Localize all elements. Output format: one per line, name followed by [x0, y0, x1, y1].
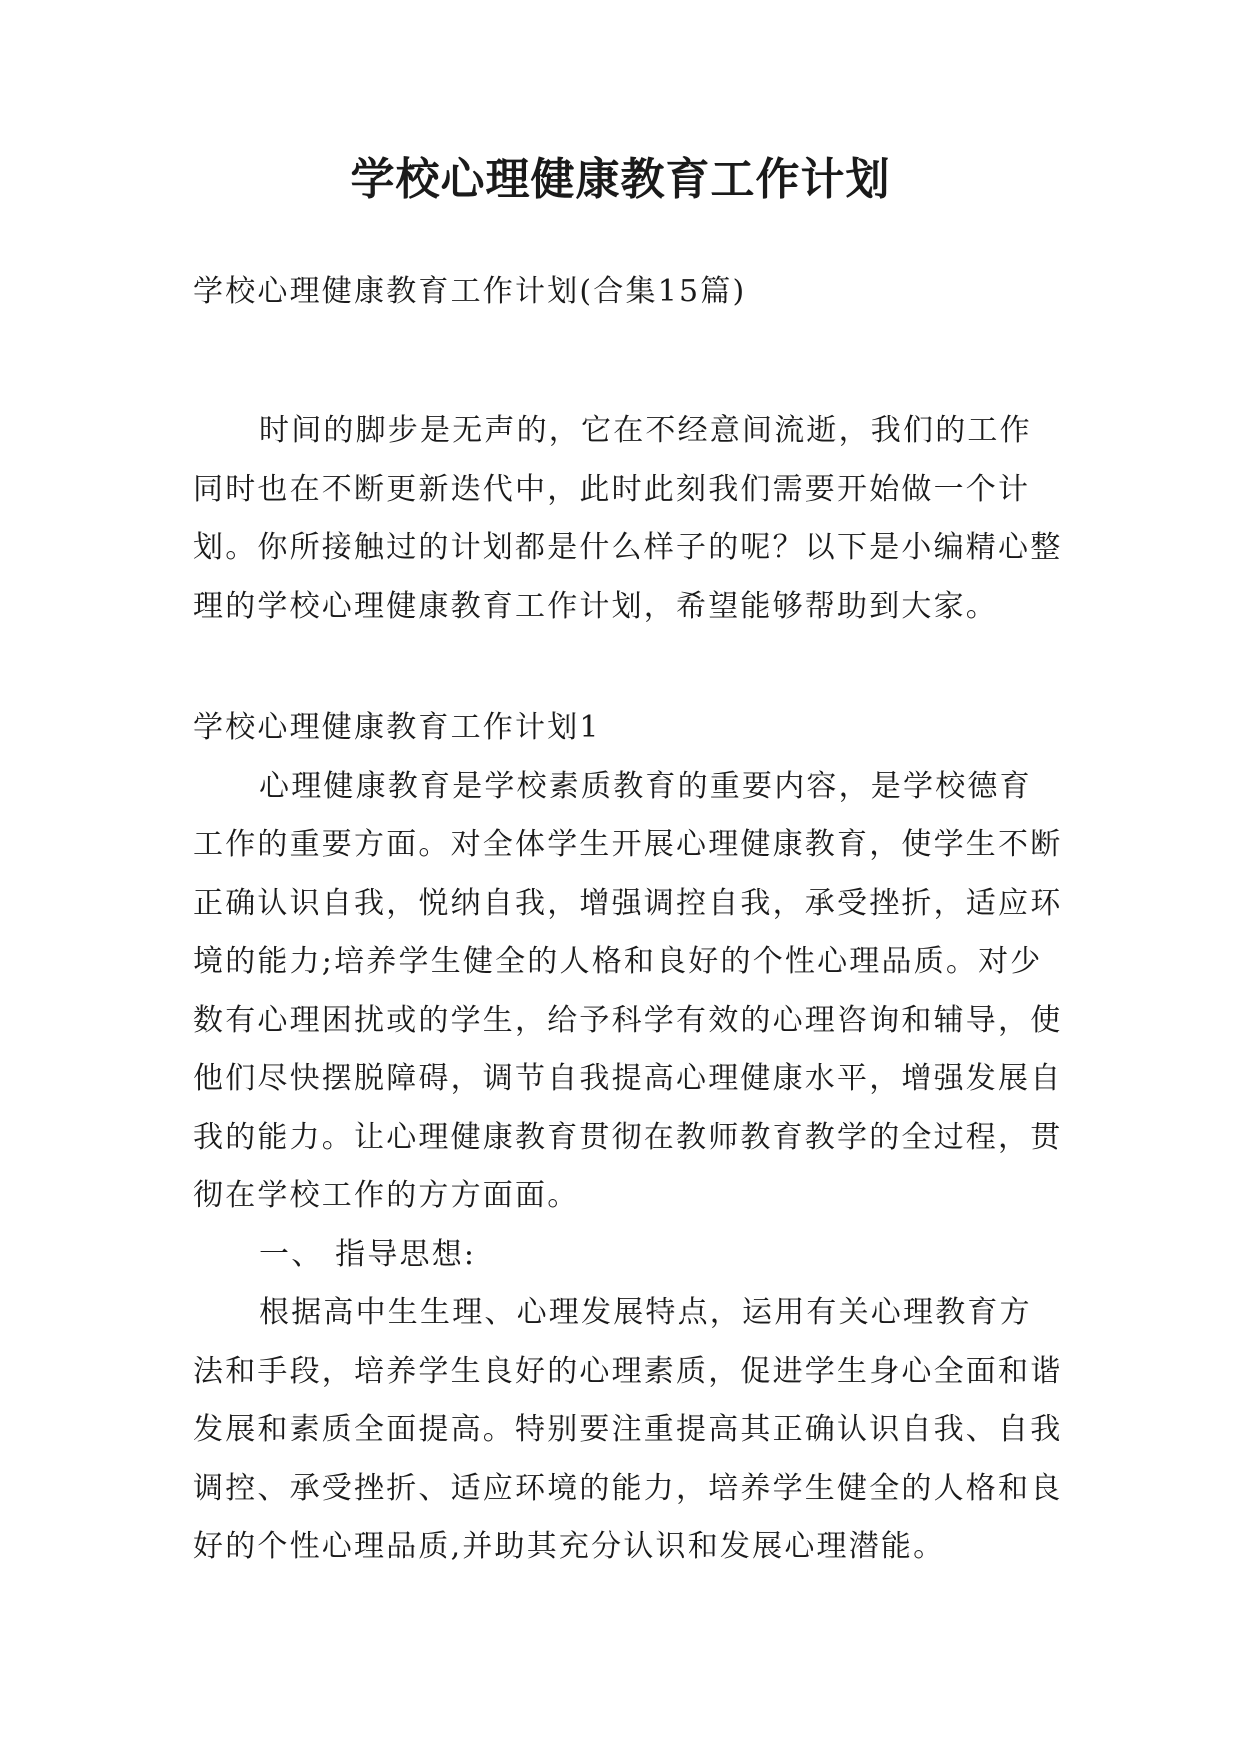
section-1	[193, 699, 1063, 1577]
subtitle-text: 学校心理健康教育工作计划(合集15篇)	[193, 274, 747, 309]
document-title: 学校心理健康教育工作计划	[350, 154, 891, 205]
intro-paragraph: 时间的脚步是无声的，它在不经意间流逝，我们的工作同时也在不断更新迭代中，此时此刻我们需要开始做一个计划。你所接触过的计划都是什么样子的呢？以下是小编精心整理的学校心理健康教育工作计划，希望能够帮助到大家。	[193, 413, 1063, 624]
section-1-heading: 学校心理健康教育工作计划1	[193, 710, 601, 745]
section-1-subheading: 一、 指导思想:	[259, 1236, 477, 1272]
document-subtitle	[193, 263, 1063, 322]
section-1-paragraph-2: 根据高中生生理、心理发展特点，运用有关心理教育方法和手段，培养学生良好的心理素质，促进学生身心全面和谐发展和素质全面提高。特别要注重提高其正确认识自我、自我调控、承受挫折、适应环境的能力，培养学生健全的人格和良好的个性心理品质,并助其充分认识和发展心理潜能。	[193, 1295, 1063, 1564]
intro-block	[193, 402, 1063, 636]
section-1-paragraph-1: 心理健康教育是学校素质教育的重要内容，是学校德育工作的重要方面。对全体学生开展心理健康教育，使学生不断正确认识自我，悦纳自我，增强调控自我，承受挫折，适应环境的能力;培养学生健全的人格和良好的个性心理品质。对少数有心理困扰或的学生，给予科学有效的心理咨询和辅导，使他们尽快摆脱障碍，调节自我提高心理健康水平，增强发展自我的能力。让心理健康教育贯彻在教师教育教学的全过程，贯彻在学校工作的方方面面。	[193, 768, 1063, 1213]
